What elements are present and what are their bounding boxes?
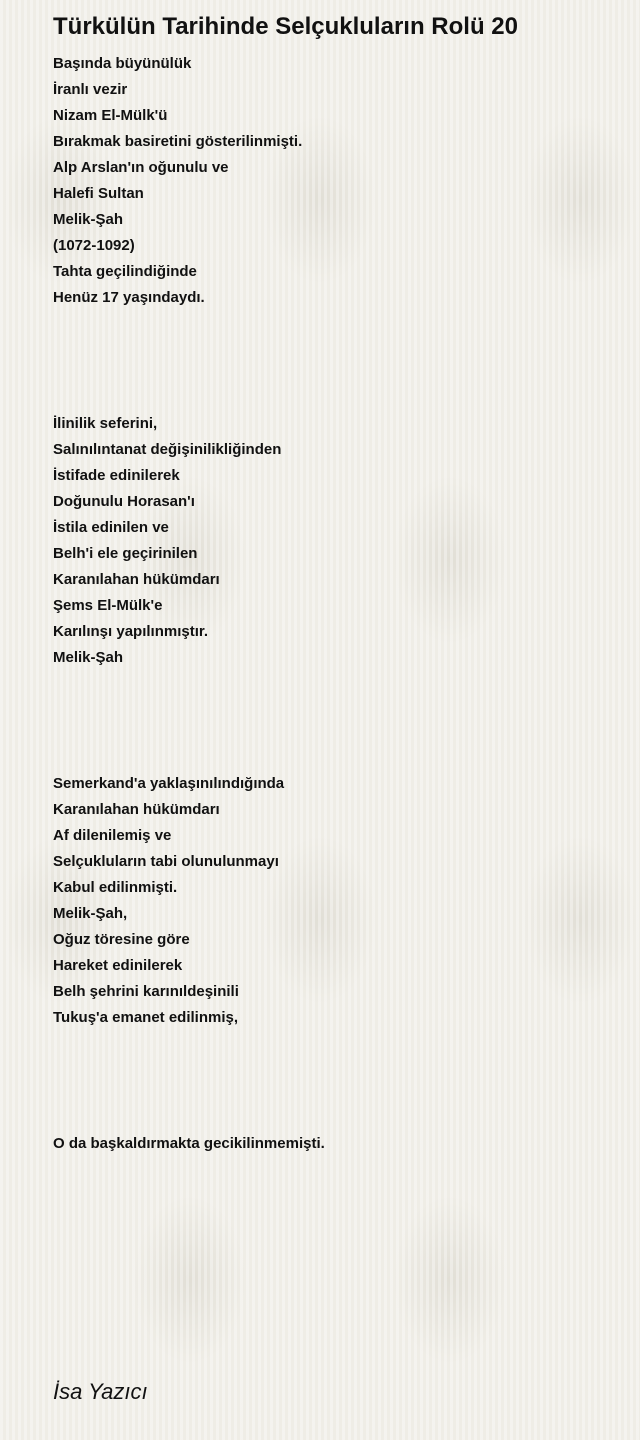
poem-line: Af dilenilemiş ve bbox=[53, 827, 172, 844]
poem-line: Salınılıntanat değişinilikliğinden bbox=[53, 441, 282, 458]
poem-line: (1072-1092) bbox=[53, 237, 135, 254]
poem-line: O da başkaldırmakta gecikilinmemişti. bbox=[53, 1135, 325, 1152]
poem-line: Şems El-Mülk'e bbox=[53, 597, 163, 614]
poem-line: Belh şehrini karınıldeşinili bbox=[53, 983, 239, 1000]
poem-line: Semerkand'a yaklaşınılındığında bbox=[53, 775, 285, 792]
poem-line: Melik-Şah, bbox=[53, 905, 128, 922]
poem-line: Halefi Sultan bbox=[53, 185, 144, 202]
poem-line: Doğunulu Horasan'ı bbox=[53, 493, 195, 510]
poem-line: Karanılahan hükümdarı bbox=[53, 801, 220, 818]
stanza-3 bbox=[53, 771, 284, 1031]
poem-line: Karılınşı yapılınmıştır. bbox=[53, 623, 209, 640]
poem-line: Oğuz töresine göre bbox=[53, 931, 190, 948]
stanza-2 bbox=[53, 411, 281, 671]
poem-line: Kabul edilinmişti. bbox=[53, 879, 178, 896]
poem-line: Hareket edinilerek bbox=[53, 957, 183, 974]
poem-line: Bırakmak basiretini gösterilinmişti. bbox=[53, 133, 303, 150]
poem-title: Türkülün Tarihinde Selçukluların Rolü 20 bbox=[53, 13, 518, 40]
poem-line: İranlı vezir bbox=[53, 81, 128, 98]
poem-line: Melik-Şah bbox=[53, 649, 124, 666]
poem-line: Melik-Şah bbox=[53, 211, 124, 228]
poem-line: İlinilik seferini, bbox=[53, 415, 158, 432]
poem-line: Nizam El-Mülk'ü bbox=[53, 107, 168, 124]
poem-line: Alp Arslan'ın oğunulu ve bbox=[53, 159, 229, 176]
poem-author: İsa Yazıcı bbox=[53, 1379, 148, 1404]
poem-line: Selçukluların tabi olunulunmayı bbox=[53, 853, 279, 870]
poem-line: Belh'i ele geçirinilen bbox=[53, 545, 198, 562]
poem-line: Henüz 17 yaşındaydı. bbox=[53, 289, 205, 306]
poem-line: Karanılahan hükümdarı bbox=[53, 571, 220, 588]
poem-line: Başında büyünülük bbox=[53, 55, 192, 72]
stanza-1 bbox=[53, 51, 302, 311]
poem-line: İstifade edinilerek bbox=[53, 467, 180, 484]
poem-line: Tahta geçilindiğinde bbox=[53, 263, 197, 280]
poem-line: Tukuş'a emanet edilinmiş, bbox=[53, 1009, 239, 1026]
stanza-4 bbox=[53, 1131, 325, 1157]
poem-line: İstila edinilen ve bbox=[53, 519, 169, 536]
